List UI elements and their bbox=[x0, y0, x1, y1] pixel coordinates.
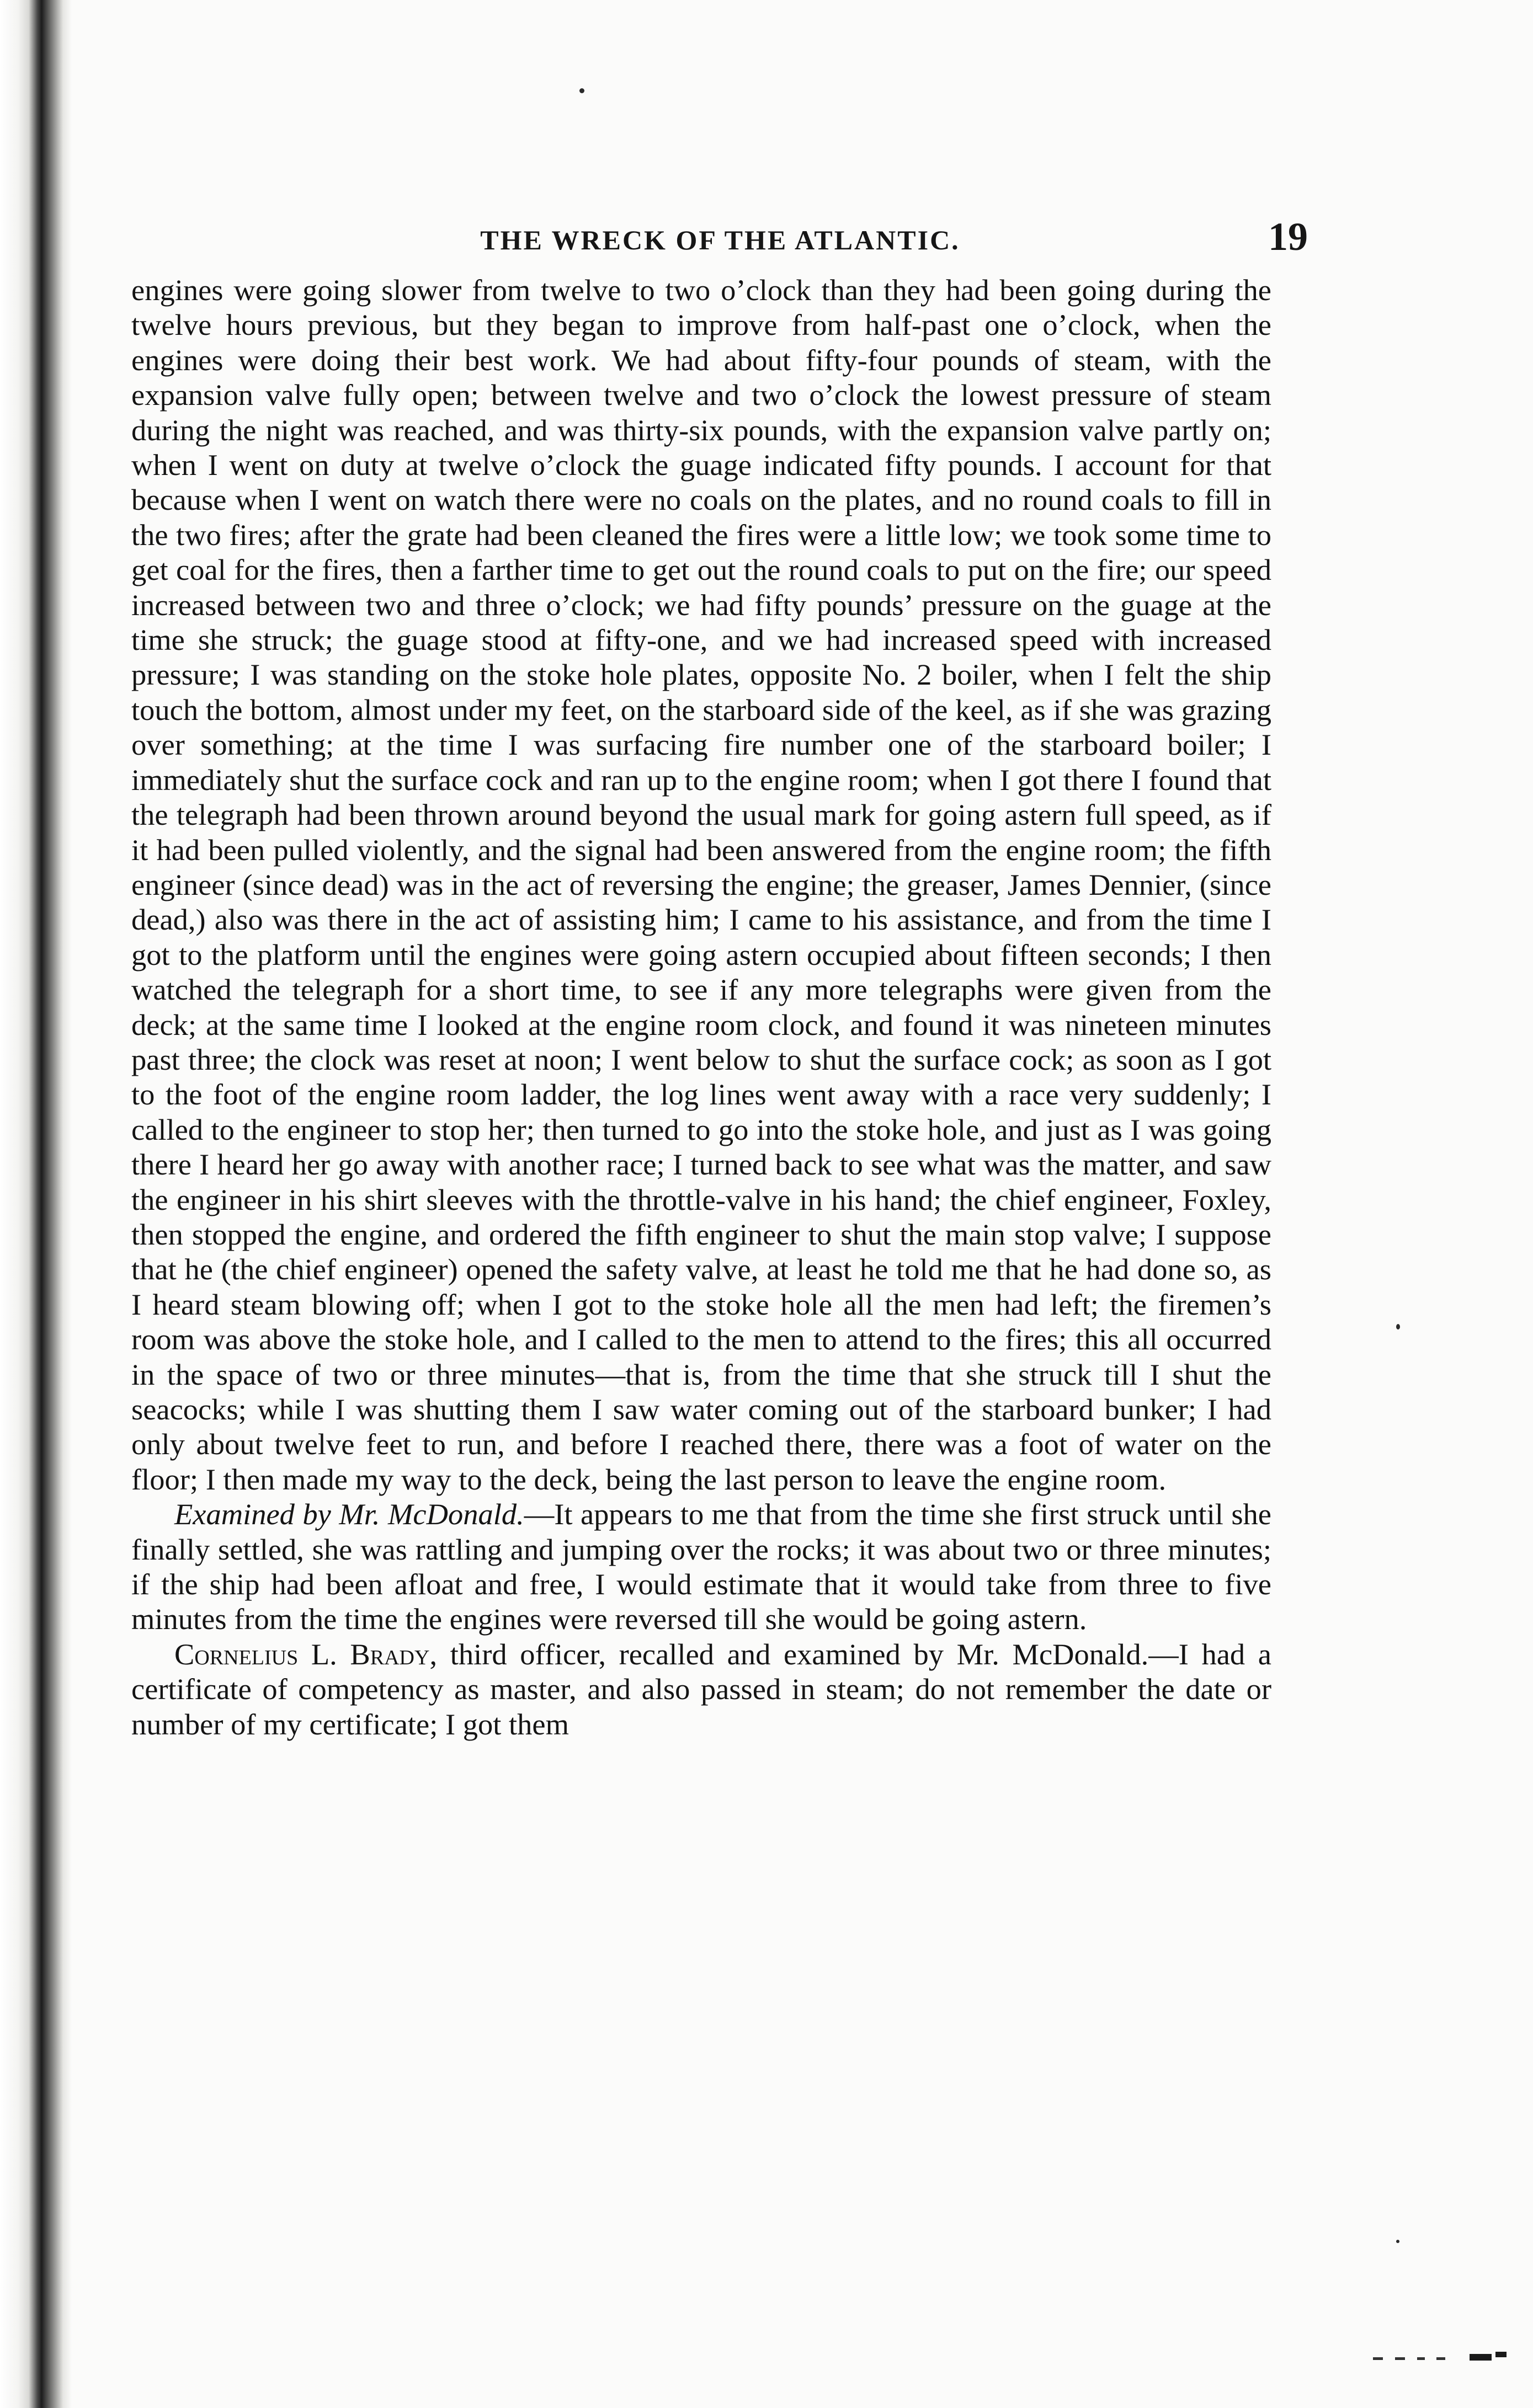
witness-paragraph bbox=[131, 1637, 1271, 1742]
witness-name: Cornelius L. Brady bbox=[174, 1637, 430, 1671]
examination-paragraph bbox=[131, 1497, 1271, 1637]
running-title: THE WRECK OF THE ATLANTIC. bbox=[480, 225, 960, 255]
examination-text: —It appears to me that from the time she first struck until she finally settled, she was rattling and jumping over the rocks; it was about two or three minutes; if the ship had been afloat and free, I would estimate that it would take from three to five minutes from the time the engines were reversed till she would be going astern. bbox=[131, 1497, 1271, 1636]
scan-artifact-marks bbox=[1373, 2347, 1511, 2369]
testimony-paragraph: engines were going slower from twelve to two o’clock than they had been going during the twelve hours previous, but they began to improve from half-past one o’clock, when the engines were doing their best work. We had about fifty-four pounds of steam, with the expansion valve fully open; between twelve and two o’clock the lowest pressure of steam during the night was reached, and was thirty-six pounds, with the expansion valve partly on; when I went on duty at twelve o’clock the guage indicated fifty pounds. I account for that because when I went on watch there were no coals on the plates, and no round coals to fill in the two fires; after the grate had been cleaned the fires were a little low; we took some time to get coal for the fires, then a farther time to get out the round coals to put on the fire; our speed increased between two and three o’clock; we had fifty pounds’ pressure on the guage at the time she struck; the guage stood at fifty-one, and we had increased speed with increased pressure; I was standing on the stoke hole plates, opposite No. 2 boiler, when I felt the ship touch the bottom, almost under my feet, on the starboard side of the keel, as if she was grazing over something; at the time I was surfacing fire number one of the starboard boiler; I immediately shut the surface cock and ran up to the engine room; when I got there I found that the telegraph had been thrown around beyond the usual mark for going astern full speed, as if it had been pulled violently, and the signal had been answered from the engine room; the fifth engineer (since dead) was in the act of reversing the engine; the greaser, James Dennier, (since dead,) also was there in the act of assisting him; I came to his assistance, and from the time I got to the platform until the engines were going astern occupied about fifteen seconds; I then watched the telegraph for a short time, to see if any more telegraphs were given from the deck; at the same time I looked at the engine room clock, and found it was nineteen minutes past three; the clock was reset at noon; I went below to shut the surface cock; as soon as I got to the foot of the engine room ladder, the log lines went away with a race very suddenly; I called to the engineer to stop her; then turned to go into the stoke hole, and just as I was going there I heard her go away with another race; I turned back to see what was the matter, and saw the engineer in his shirt sleeves with the throttle-valve in his hand; the chief engineer, Foxley, then stopped the engine, and ordered the fifth engineer to shut the main stop valve; I suppose that he (the chief engineer) opened the safety valve, at least he told me that he had done so, as I heard steam blowing off; when I got to the stoke hole all the men had left; the firemen’s room was above the stoke hole, and I called to the men to attend to the fires; this all occurred in the space of two or three minutes—that is, from the time that she struck till I shut the seacocks; while I was shutting them I saw water coming out of the starboard bunker; I had only about twelve feet to run, and before I reached there, there was a foot of water on the floor; I then made my way to the deck, being the last person to leave the engine room. bbox=[131, 273, 1271, 1496]
body-text bbox=[131, 273, 1271, 1742]
examiner-label: Examined by Mr. McDonald. bbox=[174, 1497, 524, 1531]
witness-text: , third officer, recalled and examined by Mr. McDonald.—I had a certificate of competency as master, and also passed in steam; do not remember the date or number of my certificate; I got them bbox=[131, 1637, 1271, 1741]
page-header bbox=[132, 214, 1308, 275]
ink-speck bbox=[1396, 1324, 1400, 1330]
ink-speck bbox=[1396, 2240, 1399, 2243]
book-binding-edge bbox=[0, 0, 72, 2408]
page-number: 19 bbox=[1268, 215, 1308, 259]
ink-speck bbox=[579, 88, 584, 93]
